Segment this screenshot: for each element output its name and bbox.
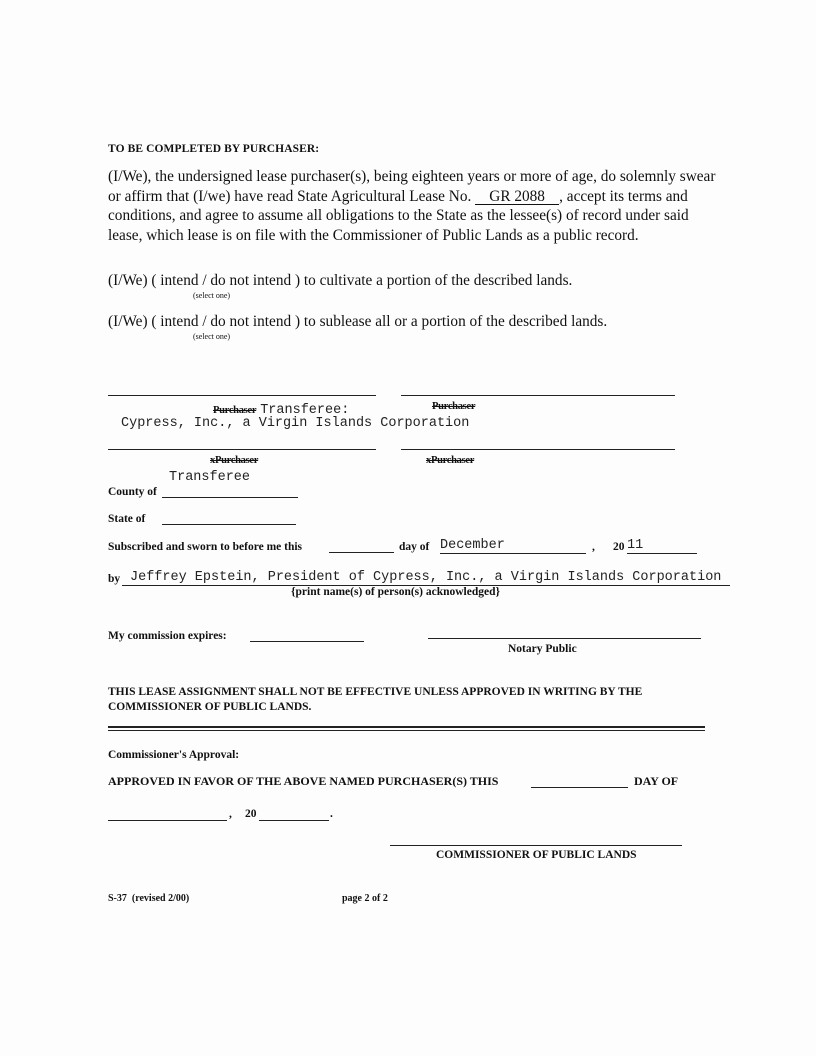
commissioner-signature-line[interactable] xyxy=(390,845,682,846)
approval-heading: Commissioner's Approval: xyxy=(108,749,240,761)
entity-name: Cypress, Inc., a Virgin Islands Corporation xyxy=(121,416,470,431)
purchaser-struck-1: Purchaser xyxy=(213,405,257,416)
commissioner-caption: COMMISSIONER OF PUBLIC LANDS xyxy=(436,849,637,861)
transferee-typed-1: Transferee: xyxy=(260,403,350,418)
acknowledged-name-field[interactable]: Jeffrey Epstein, President of Cypress, Inc., a Virgin Islands Corporation xyxy=(122,570,730,586)
section-heading: TO BE COMPLETED BY PURCHASER: xyxy=(108,143,320,155)
notary-signature-line[interactable] xyxy=(428,638,701,639)
signature-line-left-1[interactable] xyxy=(108,395,376,396)
year-prefix: 20 xyxy=(613,541,625,553)
by-label: by xyxy=(108,573,121,585)
double-divider xyxy=(108,726,705,731)
approval-day-of: DAY OF xyxy=(634,774,679,788)
notary-caption: Notary Public xyxy=(508,643,577,655)
approval-year-prefix: 20 xyxy=(245,808,257,820)
lease-number-field[interactable]: GR 2088 xyxy=(475,189,559,205)
affirmation-text-1: (I/We), the undersigned lease purchaser(s), being eighteen years or more of age, do solemnly swear or affirm that (I/we) have read State Agricultural Lease No. xyxy=(108,168,716,205)
signature-line-right-2[interactable] xyxy=(401,449,675,450)
intent-cultivate: (I/We) ( intend / do not intend ) to cultivate a portion of the described lands. xyxy=(108,272,573,289)
intent-sublease: (I/We) ( intend / do not intend ) to sublease all or a portion of the described lands. xyxy=(108,313,608,330)
page-number: page 2 of 2 xyxy=(342,893,388,904)
subscribed-label: Subscribed and sworn to before me this xyxy=(108,541,303,553)
approval-line-1: APPROVED IN FAVOR OF THE ABOVE NAMED PURCHASER(S) THIS xyxy=(108,774,499,788)
year-field[interactable]: 11 xyxy=(627,538,697,554)
month-comma: , xyxy=(592,541,595,553)
county-field[interactable] xyxy=(162,497,298,498)
purchaser-struck-3: xPurchaser xyxy=(210,455,259,466)
affirmation-text-2: , accept its terms and conditions, and agree to assume all obligations to the State as the lessee(s) of record under said lease, which lease is on file with the Commissioner of Public Lands as a public record. xyxy=(108,187,689,244)
form-id: S-37 (revised 2/00) xyxy=(108,893,190,904)
intent-sublease-hint: (select one) xyxy=(193,332,231,341)
state-label: State of xyxy=(108,513,146,525)
purchaser-struck-2: Purchaser xyxy=(432,401,476,412)
approval-day-field[interactable] xyxy=(531,787,628,788)
signature-line-right-1[interactable] xyxy=(401,395,675,396)
intent-cultivate-hint: (select one) xyxy=(193,291,231,300)
effective-notice: THIS LEASE ASSIGNMENT SHALL NOT BE EFFECTIVE UNLESS APPROVED IN WRITING BY THE COMMISSIONER OF PUBLIC LANDS. xyxy=(108,686,643,713)
purchaser-struck-4: xPurchaser xyxy=(426,455,475,466)
print-name-caption: {print name(s) of person(s) acknowledged} xyxy=(291,586,501,598)
commission-field[interactable] xyxy=(250,641,364,642)
day-of-label: day of xyxy=(399,541,430,553)
month-field[interactable]: December xyxy=(440,538,586,554)
affirmation-paragraph xyxy=(108,167,718,245)
approval-year-field[interactable] xyxy=(259,820,329,821)
transferee-typed-2: Transferee xyxy=(169,470,251,485)
approval-month-field[interactable] xyxy=(108,820,227,821)
county-label: County of xyxy=(108,486,157,498)
approval-comma: , xyxy=(229,808,232,820)
approval-period: . xyxy=(330,808,333,820)
day-field[interactable] xyxy=(329,552,394,553)
signature-line-left-2[interactable] xyxy=(108,449,376,450)
commission-label: My commission expires: xyxy=(108,630,227,642)
state-field[interactable] xyxy=(162,524,296,525)
